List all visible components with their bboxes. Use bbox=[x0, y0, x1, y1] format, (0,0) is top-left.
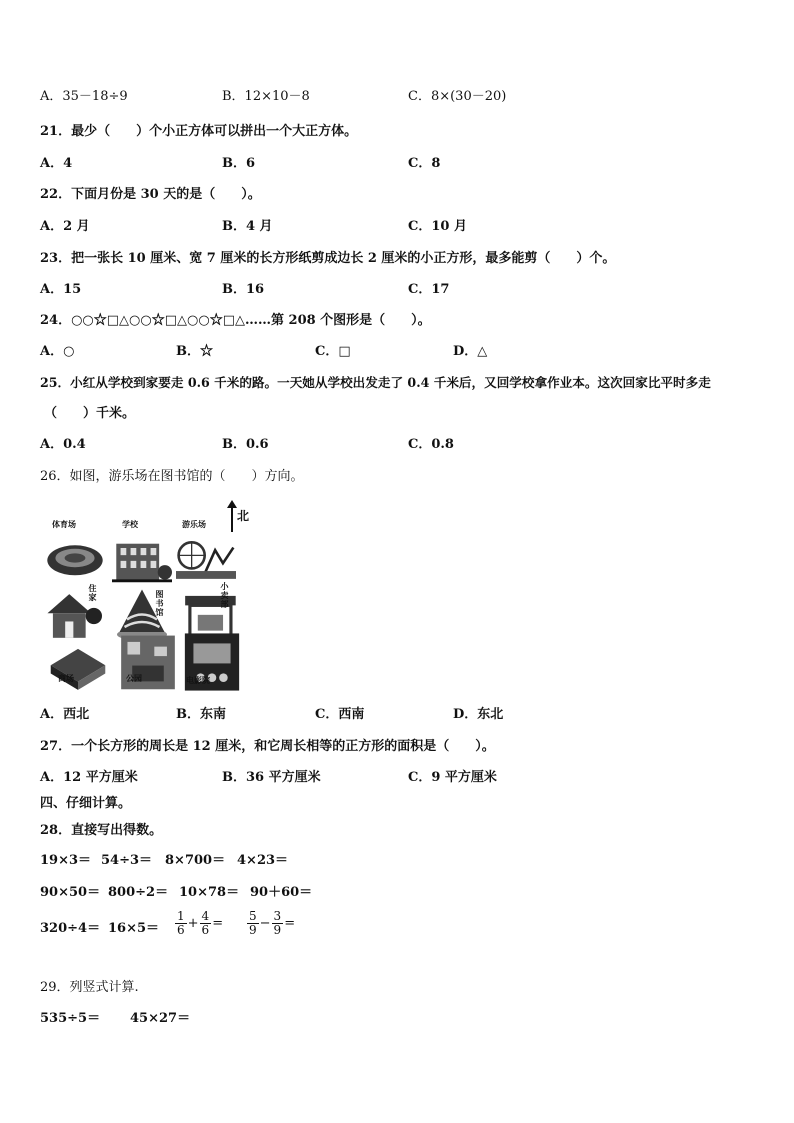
fraction-denominator: 6 bbox=[177, 923, 185, 937]
fraction bbox=[247, 910, 259, 937]
fraction bbox=[200, 910, 212, 937]
section-4-heading: 四、仔细计算。 bbox=[40, 796, 132, 811]
q28-item: 8×700＝ bbox=[165, 853, 226, 868]
mall-icon bbox=[48, 638, 108, 698]
q28-stem: 28．直接写出得数。 bbox=[40, 823, 163, 838]
q24-option-c: C．□ bbox=[315, 344, 351, 359]
amusement-park-icon bbox=[176, 528, 236, 588]
q29-stem: 29．列竖式计算. bbox=[40, 980, 139, 995]
q26-option-d: D．东北 bbox=[453, 707, 504, 722]
q23-option-a: A．15 bbox=[40, 282, 82, 297]
q28-fraction-expression-1 bbox=[174, 910, 223, 937]
fraction-denominator: 6 bbox=[201, 923, 210, 937]
place-label-library: 图书馆 bbox=[155, 589, 164, 617]
q25-option-a: A．0.4 bbox=[40, 437, 86, 452]
q24-stem: 24．○○☆□△○○☆□△○○☆□△……第 208 个图形是（ ）。 bbox=[40, 313, 431, 328]
q28-item: 90×50＝ bbox=[40, 885, 101, 900]
q24-option-b: B．☆ bbox=[176, 344, 213, 359]
q24-option-a: A．○ bbox=[40, 344, 75, 359]
fraction-numerator: 3 bbox=[273, 909, 282, 923]
q21-stem: 21．最少（ ）个小正方体可以拼出一个大正方体。 bbox=[40, 124, 358, 139]
place-label-store: 小卖部 bbox=[220, 581, 229, 609]
q26-option-b: B．东南 bbox=[176, 707, 226, 722]
fraction-numerator: 4 bbox=[201, 909, 210, 923]
q25-option-b: B．0.6 bbox=[222, 437, 269, 452]
q26-map bbox=[40, 500, 260, 690]
equals-sign: = bbox=[284, 916, 296, 931]
fraction bbox=[175, 910, 187, 937]
school-icon bbox=[112, 528, 172, 588]
q20-option-c: C．8×(30－20) bbox=[408, 89, 507, 104]
q29-item: 535÷5＝ bbox=[40, 1011, 101, 1026]
q28-item: 10×78＝ bbox=[179, 885, 240, 900]
place-label-amusement-park: 游乐场 bbox=[182, 519, 206, 529]
q21-option-b: B．6 bbox=[222, 156, 256, 171]
north-arrowhead-icon bbox=[227, 500, 237, 508]
q27-stem: 27．一个长方形的周长是 12 厘米，和它周长相等的正方形的面积是（ ）。 bbox=[40, 739, 495, 754]
q20-option-a: A．35－18÷9 bbox=[40, 89, 128, 104]
place-label-home: 住家 bbox=[88, 583, 97, 602]
q27-option-b: B．36 平方厘米 bbox=[222, 770, 321, 785]
north-label: 北 bbox=[237, 509, 250, 523]
minus-operator: − bbox=[259, 916, 271, 931]
q26-option-a: A．西北 bbox=[40, 707, 90, 722]
place-label-cinema: 电影院 bbox=[186, 675, 210, 685]
q25-option-c: C．0.8 bbox=[408, 437, 454, 452]
plus-operator: + bbox=[187, 916, 199, 931]
place-label-school: 学校 bbox=[122, 519, 138, 529]
fraction-denominator: 9 bbox=[249, 923, 257, 937]
q22-option-b: B．4 月 bbox=[222, 219, 273, 234]
q23-option-b: B．16 bbox=[222, 282, 265, 297]
q25-stem-line1: 25．小红从学校到家要走 0.6 千米的路。一天她从学校出发走了 0.4 千米后，又回学校拿作业本。这次回家比平时多走 bbox=[40, 375, 711, 390]
q26-option-c: C．西南 bbox=[315, 707, 365, 722]
q21-option-c: C．8 bbox=[408, 156, 441, 171]
q28-item: 54÷3＝ bbox=[101, 853, 153, 868]
q29-item: 45×27＝ bbox=[130, 1011, 191, 1026]
q25-stem-line2: （ ）千米。 bbox=[44, 406, 136, 421]
q28-item: 90＋60＝ bbox=[250, 885, 313, 900]
place-label-mall: 商场 bbox=[58, 673, 74, 683]
q27-option-c: C．9 平方厘米 bbox=[408, 770, 497, 785]
q28-item: 19×3＝ bbox=[40, 853, 92, 868]
fraction bbox=[272, 910, 284, 937]
park-icon bbox=[118, 634, 178, 694]
q28-item: 320÷4＝ bbox=[40, 921, 101, 936]
q26-stem: 26．如图，游乐场在图书馆的（ ）方向。 bbox=[40, 469, 304, 484]
q20-option-b: B．12×10－8 bbox=[222, 89, 310, 104]
q23-option-c: C．17 bbox=[408, 282, 450, 297]
place-label-stadium: 体育场 bbox=[52, 519, 76, 529]
place-label-park: 公园 bbox=[126, 673, 142, 683]
fraction-denominator: 9 bbox=[273, 923, 282, 937]
q27-option-a: A．12 平方厘米 bbox=[40, 770, 138, 785]
q21-option-a: A．4 bbox=[40, 156, 73, 171]
q28-fraction-expression-2 bbox=[246, 910, 295, 937]
q28-item: 16×5＝ bbox=[108, 921, 160, 936]
fraction-numerator: 1 bbox=[177, 909, 185, 923]
q28-item: 4×23＝ bbox=[237, 853, 289, 868]
q24-option-d: D．△ bbox=[453, 344, 488, 359]
stadium-icon bbox=[45, 528, 105, 588]
q22-option-a: A．2 月 bbox=[40, 219, 90, 234]
q22-stem: 22．下面月份是 30 天的是（ ）。 bbox=[40, 187, 261, 202]
q28-item: 800÷2＝ bbox=[108, 885, 169, 900]
equals-sign: = bbox=[212, 916, 224, 931]
fraction-numerator: 5 bbox=[249, 909, 257, 923]
q22-option-c: C．10 月 bbox=[408, 219, 467, 234]
q23-stem: 23．把一张长 10 厘米、宽 7 厘米的长方形纸剪成边长 2 厘米的小正方形，最多能剪（ ）个。 bbox=[40, 251, 616, 266]
